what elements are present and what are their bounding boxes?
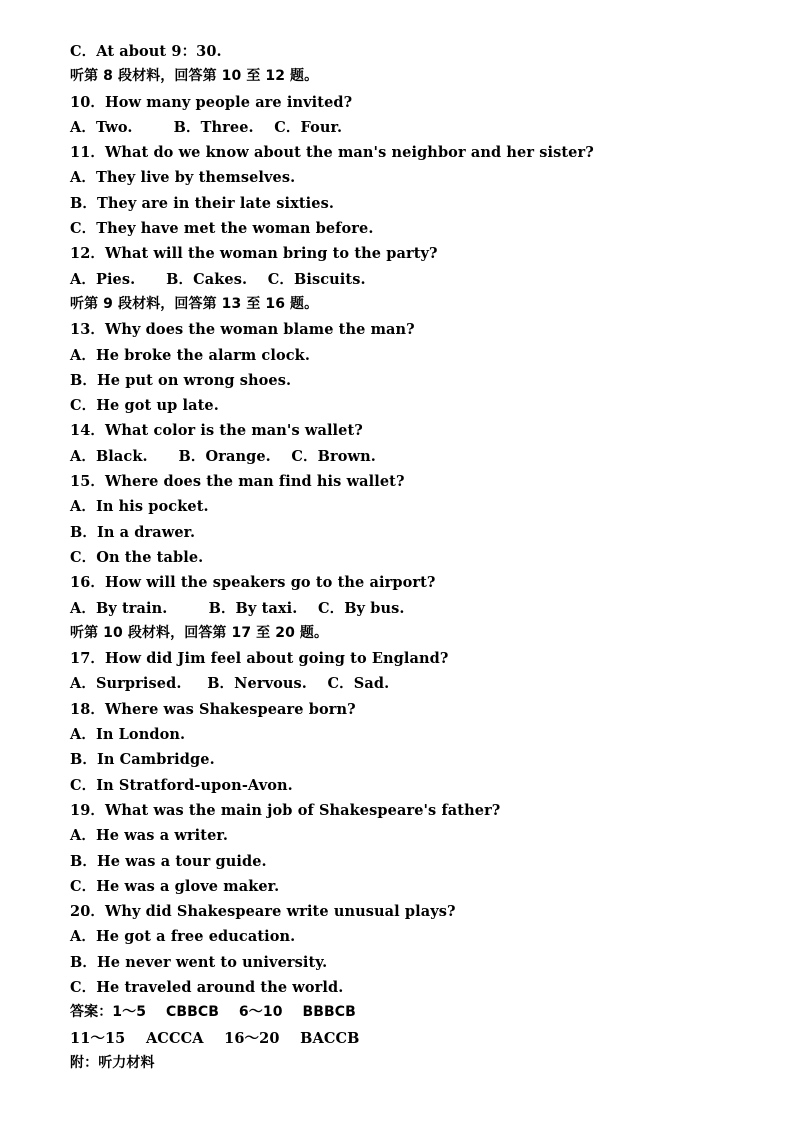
option-line: B．He put on wrong shoes.: [70, 371, 292, 389]
option-line: C．He traveled around the world.: [70, 978, 344, 996]
question-line: 14．What color is the man's wallet?: [70, 422, 363, 440]
option-line: A．He got a free education.: [70, 928, 296, 946]
question-line: 15．Where does the man find his wallet?: [70, 473, 405, 491]
answer-key-line: 11～15 ACCCA 16～20 BACCB: [70, 1029, 360, 1047]
option-line: A．He was a writer.: [70, 827, 228, 845]
appendix-heading: 附：听力材料: [70, 1054, 155, 1071]
options-line: A．Surprised. B．Nervous. C．Sad.: [70, 675, 390, 693]
option-line: C．On the table.: [70, 548, 204, 566]
option-line: C．In Stratford-upon-Avon.: [70, 776, 293, 794]
option-line: C．At about 9：30.: [70, 43, 222, 60]
option-line: B．They are in their late sixties.: [70, 194, 334, 212]
option-line: B．In a drawer.: [70, 523, 196, 541]
option-line: C．He was a glove maker.: [70, 877, 280, 895]
option-line: B．He was a tour guide.: [70, 852, 267, 870]
question-line: 13．Why does the woman blame the man?: [70, 321, 415, 339]
option-line: A．In London.: [70, 726, 186, 744]
question-line: 16．How will the speakers go to the airport?: [70, 574, 436, 592]
option-line: A．They live by themselves.: [70, 169, 296, 187]
question-line: 19．What was the main job of Shakespeare's father?: [70, 801, 501, 819]
question-line: 10．How many people are invited?: [70, 93, 353, 111]
option-line: A．In his pocket.: [70, 498, 209, 516]
section-heading: 听第 8 段材料，回答第 10 至 12 题。: [70, 68, 319, 85]
options-line: A．Two. B．Three. C．Four.: [70, 118, 343, 136]
option-line: C．He got up late.: [70, 397, 219, 415]
option-line: B．In Cambridge.: [70, 751, 215, 769]
question-line: 20．Why did Shakespeare write unusual plays?: [70, 903, 456, 921]
option-line: B．He never went to university.: [70, 953, 328, 971]
question-line: 11．What do we know about the man's neighbor and her sister?: [70, 144, 594, 162]
option-line: C．They have met the woman before.: [70, 220, 374, 238]
section-heading: 听第 9 段材料，回答第 13 至 16 题。: [70, 295, 319, 312]
question-line: 12．What will the woman bring to the party?: [70, 245, 438, 263]
options-line: A．By train. B．By taxi. C．By bus.: [70, 599, 405, 617]
answer-key-line: 答案：1～5 CBBCB 6～10 BBBCB: [70, 1004, 356, 1021]
question-line: 17．How did Jim feel about going to England?: [70, 650, 449, 668]
options-line: A．Pies. B．Cakes. C．Biscuits.: [70, 270, 366, 288]
option-line: A．He broke the alarm clock.: [70, 346, 310, 364]
question-line: 18．Where was Shakespeare born?: [70, 700, 356, 718]
section-heading: 听第 10 段材料，回答第 17 至 20 题。: [70, 624, 329, 641]
document-page: [70, 42, 750, 1079]
options-line: A．Black. B．Orange. C．Brown.: [70, 447, 376, 465]
